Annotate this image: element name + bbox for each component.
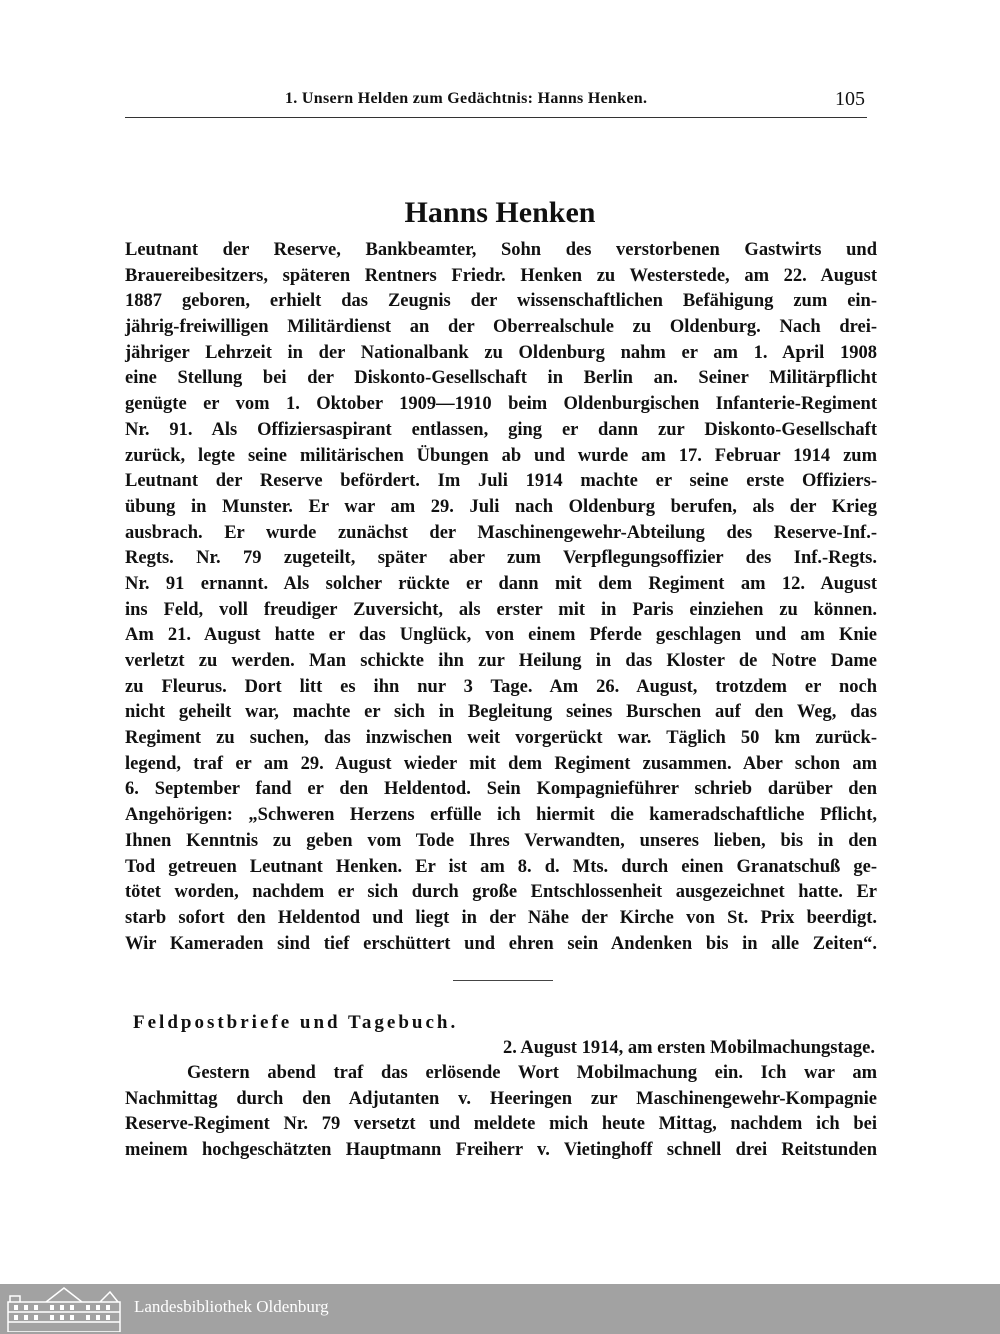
library-banner <box>0 1284 1000 1334</box>
text-line: jähriger Lehrzeit in der Nationalbank zu Oldenburg nahm er am 1. April 1908 <box>125 342 877 363</box>
running-head <box>125 88 865 114</box>
text-line: Regiment zu suchen, das inzwischen weit vorgerückt war. Täglich 50 km zurück- <box>125 728 877 749</box>
section-heading: Feldpostbriefe und Tagebuch. <box>133 1012 459 1033</box>
text-line: Regts. Nr. 79 zugeteilt, später aber zum Verpflegungsoffizier des Inf.-Regts. <box>125 548 877 569</box>
text-line: Gestern abend traf das erlösende Wort Mobilmachung ein. Ich war am <box>187 1063 877 1083</box>
text-line: eine Stellung bei der Diskonto-Gesellschaft in Berlin an. Seiner Militärpflicht <box>125 368 877 389</box>
text-line: Ihnen Kenntnis zu geben vom Tode Ihres Verwandten, unseres lieben, bis in den <box>125 830 877 851</box>
text-line: übung in Munster. Er war am 29. Juli nach Oldenburg berufen, als der Krieg <box>125 496 877 517</box>
text-line: 1887 geboren, erhielt das Zeugnis der wissenschaftlichen Befähigung zum ein- <box>125 291 877 312</box>
text-line: Nr. 91 ernannt. Als solcher rückte er dann mit dem Regiment am 12. August <box>125 573 877 594</box>
text-line: Nachmittag durch den Adjutanten v. Heeringen zur Maschinengewehr-Kompagnie <box>125 1088 877 1109</box>
running-title: 1. Unsern Helden zum Gedächtnis: Hanns Henken. <box>285 90 648 107</box>
text-line: jährig-freiwilligen Militärdienst an der Oberrealschule zu Oldenburg. Nach drei- <box>125 317 877 338</box>
letter-text <box>125 1061 877 1164</box>
text-line: ins Feld, voll freudiger Zuversicht, als erster mit in Paris einziehen zu können. <box>125 599 877 620</box>
text-line: Angehörigen: „Schweren Herzens erfülle ich hiermit die kameradschaftliche Pflicht, <box>125 805 877 826</box>
header-rule <box>125 117 867 118</box>
biography-text <box>125 238 877 957</box>
section-divider <box>453 980 553 981</box>
text-line: 6. September fand er den Heldentod. Sein Kompagnieführer schrieb darüber den <box>125 779 877 800</box>
text-line: Leutnant der Reserve, Bankbeamter, Sohn des verstorbenen Gastwirts und <box>125 240 877 260</box>
text-line: meinem hochgeschätzten Hauptmann Freiherr v. Vietinghoff schnell drei Reitstunden <box>125 1140 877 1161</box>
text-line: legend, traf er am 29. August wieder mit dem Regiment zusammen. Aber schon am <box>125 753 877 774</box>
library-building-logo-icon <box>6 1286 124 1332</box>
text-line: Nr. 91. Als Offiziersaspirant entlassen, ging er dann zur Diskonto-Gesellschaft <box>125 419 877 440</box>
text-line: Reserve-Regiment Nr. 79 versetzt und meldete mich heute Mittag, nachdem ich bei <box>125 1114 877 1135</box>
letter-date-line: 2. August 1914, am ersten Mobilmachungstage. <box>502 1038 875 1058</box>
text-line: zurück, legte seine militärischen Übungen ab und wurde am 17. Februar 1914 zum <box>125 445 877 466</box>
text-line: tötet worden, nachdem er sich durch große Entschlossenheit ausgezeichnet hatte. Er <box>125 882 877 903</box>
text-line: Wir Kameraden sind tief erschüttert und ehren sein Andenken bis in alle Zeiten“. <box>125 933 877 954</box>
library-name: Landesbibliothek Oldenburg <box>134 1297 329 1316</box>
text-line: Tod getreuen Leutnant Henken. Er ist am 8. d. Mts. durch einen Granatschuß ge- <box>125 856 877 877</box>
text-line: zu Fleurus. Dort litt es ihn nur 3 Tage. Am 26. August, trotzdem er noch <box>125 676 877 697</box>
text-line: starb sofort den Heldentod und liegt in der Nähe der Kirche von St. Prix beerdigt. <box>125 907 877 928</box>
article-title: Hanns Henken <box>404 196 596 229</box>
text-line: Am 21. August hatte er das Unglück, von einem Pferde geschlagen und am Knie <box>125 625 877 646</box>
text-line: verletzt zu werden. Man schickte ihn zur Heilung in das Kloster de Notre Dame <box>125 651 877 671</box>
text-line: Leutnant der Reserve befördert. Im Juli 1914 machte er seine erste Offiziers- <box>125 471 877 492</box>
text-line: ausbrach. Er wurde zunächst der Maschinengewehr-Abteilung des Reserve-Inf.- <box>125 522 877 543</box>
text-line: genügte er vom 1. Oktober 1909—1910 beim Oldenburgischen Infanterie-Regiment <box>125 394 877 415</box>
text-line: Brauereibesitzers, späteren Rentners Friedr. Henken zu Westerstede, am 22. August <box>125 265 877 286</box>
text-line: nicht geheilt war, machte er sich in Begleitung seines Burschen auf den Weg, das <box>125 702 877 723</box>
page-number: 105 <box>835 88 865 110</box>
